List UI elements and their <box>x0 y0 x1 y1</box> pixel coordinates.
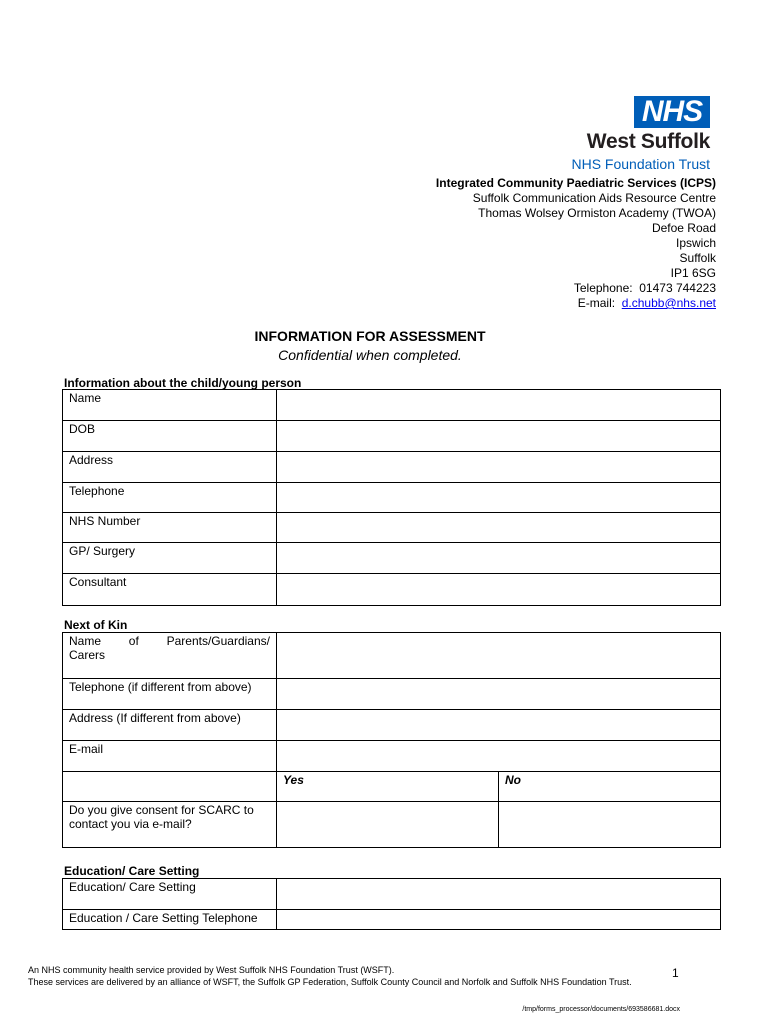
org-subtitle: NHS Foundation Trust <box>571 156 710 172</box>
field-label: DOB <box>63 421 277 452</box>
education-telephone-input-cell[interactable] <box>277 910 721 930</box>
field-label: Name <box>63 390 277 421</box>
table-row <box>63 772 721 802</box>
footer-line: These services are delivered by an alliance of WSFT, the Suffolk GP Federation, Suffolk County Council and Norfolk and Suffolk NHS Foundation Trust. <box>28 977 632 987</box>
field-label: Telephone <box>63 483 277 513</box>
table-row <box>63 390 721 421</box>
parents-name-input-cell[interactable] <box>277 633 721 679</box>
label-first-line <box>69 634 270 648</box>
no-header: No <box>499 772 721 802</box>
consultant-input-cell[interactable] <box>277 574 721 606</box>
address-line: Thomas Wolsey Ormiston Academy (TWOA) <box>478 206 716 220</box>
email-label: E-mail: <box>577 296 616 310</box>
email-line <box>436 296 716 311</box>
table-row <box>63 910 721 930</box>
org-name: West Suffolk <box>586 130 710 153</box>
form-title: INFORMATION FOR ASSESSMENT <box>254 328 486 344</box>
field-label: Education/ Care Setting <box>63 879 277 910</box>
service-address <box>436 176 716 311</box>
section-title-kin: Next of Kin <box>64 618 128 632</box>
education-setting-input-cell[interactable] <box>277 879 721 910</box>
consent-yes-cell[interactable] <box>277 802 499 848</box>
address-line: Defoe Road <box>651 221 716 235</box>
field-label: E-mail <box>63 741 277 772</box>
form-subtitle: Confidential when completed. <box>278 347 462 363</box>
department-name: Integrated Community Paediatric Services (ICPS) <box>435 176 716 190</box>
education-table <box>62 878 721 930</box>
yes-header: Yes <box>277 772 499 802</box>
table-row <box>63 513 721 543</box>
telephone-number: 01473 744223 <box>639 281 716 295</box>
section-title-child: Information about the child/young person <box>64 376 302 390</box>
address-line: Suffolk Communication Aids Resource Centre <box>472 191 716 205</box>
field-label: Address (If different from above) <box>63 710 277 741</box>
email-link[interactable]: d.chubb@nhs.net <box>621 296 716 310</box>
table-row <box>63 633 721 679</box>
table-row <box>63 710 721 741</box>
field-label: Telephone (if different from above) <box>63 679 277 710</box>
label-word: Name <box>69 634 102 648</box>
dob-input-cell[interactable] <box>277 421 721 452</box>
field-label-parents <box>63 633 277 679</box>
label-word: Parents/Guardians/ <box>166 634 270 648</box>
consent-question: Do you give consent for SCARC to contact you via e-mail? <box>63 802 277 848</box>
label-word: of <box>128 634 139 648</box>
name-input-cell[interactable] <box>277 390 721 421</box>
document-path: /tmp/forms_processor/documents/693586681.docx <box>522 1006 680 1013</box>
field-label: Consultant <box>63 574 277 606</box>
table-row <box>63 483 721 513</box>
page-footer <box>28 964 688 988</box>
field-label: GP/ Surgery <box>63 543 277 574</box>
label-second-line: Carers <box>69 648 106 662</box>
telephone-line <box>436 281 716 296</box>
form-heading <box>0 328 740 363</box>
table-row <box>63 452 721 483</box>
table-row <box>63 543 721 574</box>
telephone-input-cell[interactable] <box>277 483 721 513</box>
table-row <box>63 802 721 848</box>
table-row <box>63 574 721 606</box>
nhs-number-input-cell[interactable] <box>277 513 721 543</box>
address-line: Suffolk <box>679 251 716 265</box>
field-label: NHS Number <box>63 513 277 543</box>
footer-line: An NHS community health service provided by West Suffolk NHS Foundation Trust (WSFT). <box>28 965 395 975</box>
address-line: IP1 6SG <box>670 266 716 280</box>
section-title-education: Education/ Care Setting <box>64 864 200 878</box>
table-row <box>63 879 721 910</box>
table-row <box>63 679 721 710</box>
kin-address-input-cell[interactable] <box>277 710 721 741</box>
telephone-label: Telephone: <box>573 281 633 295</box>
nhs-logo <box>570 96 710 174</box>
table-row <box>63 741 721 772</box>
kin-telephone-input-cell[interactable] <box>277 679 721 710</box>
child-info-table <box>62 389 721 606</box>
address-input-cell[interactable] <box>277 452 721 483</box>
field-label: Address <box>63 452 277 483</box>
consent-no-cell[interactable] <box>499 802 721 848</box>
next-of-kin-table <box>62 632 721 848</box>
kin-email-input-cell[interactable] <box>277 741 721 772</box>
nhs-logo-box: NHS <box>634 96 710 128</box>
table-row <box>63 421 721 452</box>
address-line: Ipswich <box>675 236 716 250</box>
empty-cell <box>63 772 277 802</box>
field-label: Education / Care Setting Telephone <box>63 910 277 930</box>
page-number: 1 <box>672 966 679 980</box>
gp-surgery-input-cell[interactable] <box>277 543 721 574</box>
